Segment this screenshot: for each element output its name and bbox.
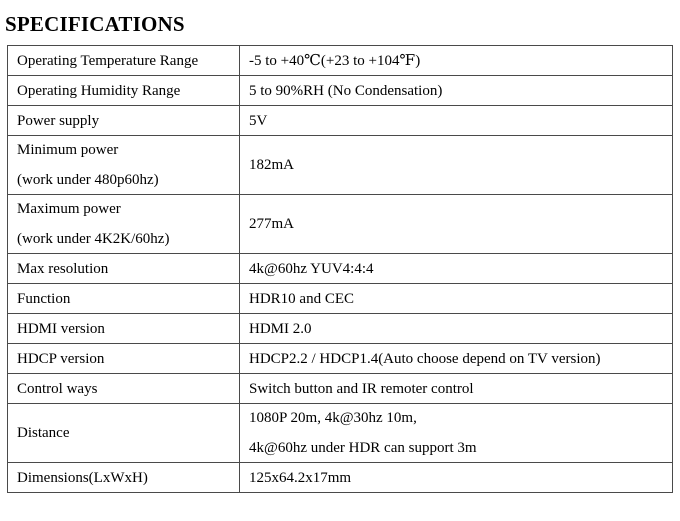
spec-value <box>240 46 673 76</box>
spec-row-minimum-power <box>8 136 673 195</box>
spec-label-subtext: (work under 4K2K/60hz) <box>17 231 170 247</box>
spec-label-text: HDMI version <box>17 320 105 337</box>
spec-value <box>240 314 673 344</box>
spec-label <box>8 254 240 284</box>
spec-value <box>240 136 673 195</box>
spec-row-distance <box>8 404 673 463</box>
spec-label-text: Maximum power <box>17 201 121 217</box>
spec-label <box>8 136 240 195</box>
spec-value-text: 182mA <box>249 157 294 173</box>
spec-label <box>8 404 240 463</box>
spec-value <box>240 344 673 374</box>
spec-label-text: Power supply <box>17 112 100 129</box>
spec-value <box>240 195 673 254</box>
spec-row-max-resolution <box>8 254 673 284</box>
spec-value-text: 5V <box>249 112 268 129</box>
spec-label-text: HDCP version <box>17 350 105 367</box>
spec-row-function <box>8 284 673 314</box>
spec-value <box>240 284 673 314</box>
spec-row-maximum-power <box>8 195 673 254</box>
spec-label-text: Minimum power <box>17 142 119 158</box>
spec-value-text: HDCP2.2 / HDCP1.4(Auto choose depend on TV version) <box>249 350 601 367</box>
spec-label <box>8 195 240 254</box>
spec-value-text: HDMI 2.0 <box>249 320 312 337</box>
spec-row-power-supply <box>8 106 673 136</box>
spec-value-text: 1080P 20m, 4k@30hz 10m, <box>249 410 417 426</box>
spec-label-text: Function <box>17 290 71 307</box>
spec-label <box>8 46 240 76</box>
spec-value-text: 277mA <box>249 216 294 232</box>
spec-label <box>8 463 240 493</box>
spec-value <box>240 254 673 284</box>
spec-label-text: Dimensions(LxWxH) <box>17 469 148 486</box>
spec-value-text: HDR10 and CEC <box>249 290 354 307</box>
spec-value-text: 125x64.2x17mm <box>249 469 352 486</box>
page-title: SPECIFICATIONS <box>5 12 185 36</box>
spec-row-control-ways <box>8 374 673 404</box>
spec-value <box>240 404 673 463</box>
spec-label-text: Operating Temperature Range <box>17 52 199 69</box>
specifications-table <box>7 45 673 493</box>
spec-value-text: 4k@60hz under HDR can support 3m <box>249 440 477 456</box>
spec-label <box>8 344 240 374</box>
spec-row-hdmi-version <box>8 314 673 344</box>
spec-label-text: Max resolution <box>17 260 109 277</box>
spec-label-text: Control ways <box>17 380 98 397</box>
spec-value-text: -5 to +40℃(+23 to +104℉) <box>249 52 421 69</box>
spec-row-hdcp-version <box>8 344 673 374</box>
spec-value-text: 4k@60hz YUV4:4:4 <box>249 260 374 277</box>
spec-value-text: Switch button and IR remoter control <box>249 380 474 397</box>
spec-value <box>240 374 673 404</box>
spec-value <box>240 106 673 136</box>
spec-label-subtext: (work under 480p60hz) <box>17 172 159 188</box>
spec-label <box>8 284 240 314</box>
spec-value <box>240 463 673 493</box>
spec-label <box>8 106 240 136</box>
spec-label-text: Operating Humidity Range <box>17 82 181 99</box>
spec-label <box>8 374 240 404</box>
spec-row-dimensions <box>8 463 673 493</box>
spec-row-operating-humidity <box>8 76 673 106</box>
spec-label-text: Distance <box>17 425 70 441</box>
spec-value <box>240 76 673 106</box>
spec-value-text: 5 to 90%RH (No Condensation) <box>249 82 443 99</box>
spec-row-operating-temperature <box>8 46 673 76</box>
spec-label <box>8 76 240 106</box>
spec-label <box>8 314 240 344</box>
